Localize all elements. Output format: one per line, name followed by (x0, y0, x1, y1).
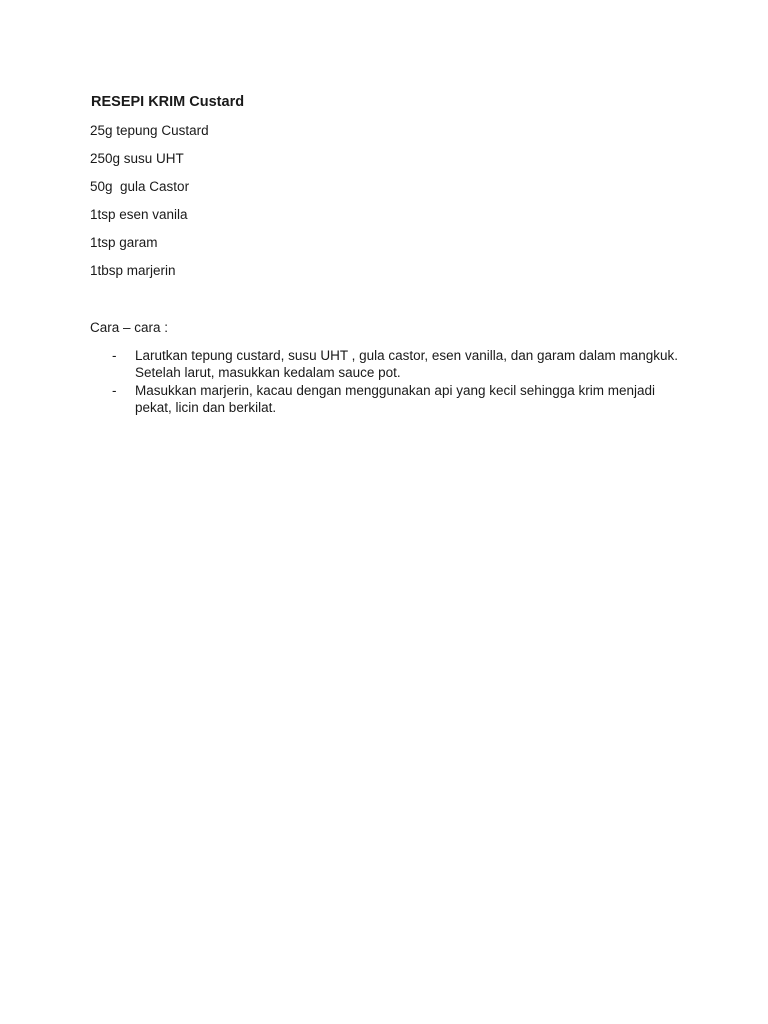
method-heading: Cara – cara : (90, 320, 169, 335)
ingredient-line: 250g susu UHT (90, 151, 184, 166)
ingredient-line: 50g gula Castor (90, 179, 190, 194)
recipe-title: RESEPI KRIM Custard (91, 94, 245, 110)
ingredient-line: 1tbsp marjerin (90, 263, 176, 278)
ingredient-line: 1tsp esen vanila (90, 207, 188, 222)
ingredient-line: 1tsp garam (90, 235, 158, 250)
ingredient-line: 25g tepung Custard (90, 123, 209, 138)
bullet-dash: - (112, 348, 117, 363)
method-step-text: Masukkan marjerin, kacau dengan menggunakan api yang kecil sehingga krim menjadi pekat, licin dan berkilat. (135, 383, 656, 415)
bullet-dash: - (112, 383, 117, 398)
method-step-text: Larutkan tepung custard, susu UHT , gula castor, esen vanilla, dan garam dalam mangkuk. Setelah larut, masukkan kedalam sauce pot. (135, 348, 679, 380)
